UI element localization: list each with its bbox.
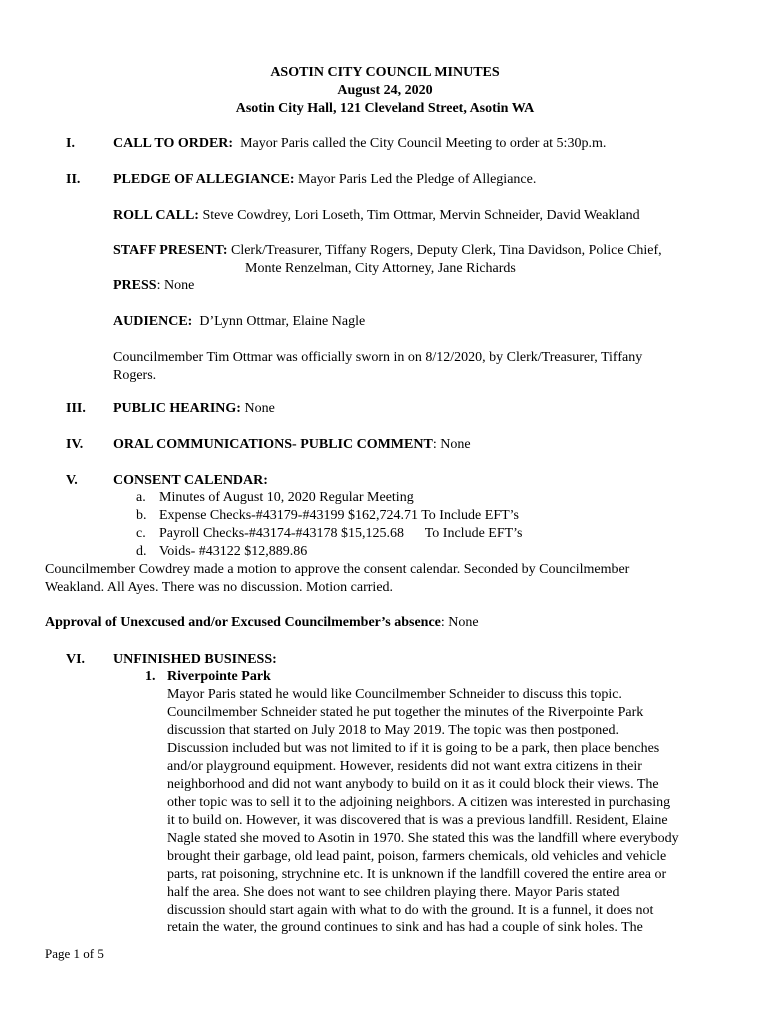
body-line: other topic was to sell it to the adjoining neighbors. A citizen was interested in purchasing [167,795,671,810]
absence-label: Approval of Unexcused and/or Excused Councilmember’s absence [45,615,441,630]
public-hearing-text: None [244,401,275,416]
body-line: neighborhood and did not want anybody to build on it as it could block their views. The [167,777,659,792]
document-title: ASOTIN CITY COUNCIL MINUTES [270,65,500,80]
oral-communications-line [113,436,471,454]
body-line: Councilmember Schneider stated he put together the minutes of the Riverpointe Park [167,705,644,720]
absence-line [45,614,479,632]
pledge-label: PLEDGE OF ALLEGIANCE: [113,172,295,187]
consent-motion-line-1: Councilmember Cowdrey made a motion to approve the consent calendar. Seconded by Councilmember [45,562,630,577]
body-line: discussion that started on July 2018 to May 2019. The topic was then postponed. [167,723,619,738]
staff-present-line [113,242,662,260]
section-number: V. [66,473,78,488]
sworn-in-line-2: Rogers. [113,368,157,383]
oral-communications-text: : None [432,437,471,452]
call-to-order-label: CALL TO ORDER: [113,136,234,151]
body-line: parts, rat poisoning, strychnine etc. It is unknown if the landfill covered the entire area or [167,867,667,882]
section-number: III. [66,401,86,416]
section-number: II. [66,172,81,187]
consent-item-letter: a. [136,490,146,505]
body-line: brought their garbage, old lead paint, poison, farmers chemicals, old vehicles and vehicle [167,849,667,864]
press-text: : None [156,278,195,293]
body-line: Discussion included but was not limited to if it is going to be a park, then place benches [167,741,660,756]
absence-text: : None [440,615,479,630]
consent-item-letter: d. [136,544,147,559]
section-number: IV. [66,437,84,452]
consent-item-letter: b. [136,508,147,523]
pledge-text: Mayor Paris Led the Pledge of Allegiance. [298,172,537,187]
page-number: Page 1 of 5 [45,946,104,961]
consent-item-text: Voids- #43122 $12,889.86 [159,544,308,559]
consent-calendar-heading: CONSENT CALENDAR: [113,473,268,488]
audience-label: AUDIENCE: [113,314,193,329]
body-line: discussion should start again with what to do with the ground. It is a funnel, it does not [167,903,654,918]
staff-present-label: STAFF PRESENT: [113,243,228,258]
consent-item-text: Expense Checks-#43179-#43199 $162,724.71 To Include EFT’s [159,508,519,523]
call-to-order-line [113,135,606,153]
meeting-location: Asotin City Hall, 121 Cleveland Street, Asotin WA [235,101,535,116]
oral-communications-label: ORAL COMMUNICATIONS- PUBLIC COMMENT [113,437,433,452]
staff-present-text: Clerk/Treasurer, Tiffany Rogers, Deputy Clerk, Tina Davidson, Police Chief, [230,243,662,258]
audience-text: D’Lynn Ottmar, Elaine Nagle [199,314,366,329]
sworn-in-line-1: Councilmember Tim Ottmar was officially sworn in on 8/12/2020, by Clerk/Treasurer, Tiffany [113,350,643,365]
press-label: PRESS [113,278,157,293]
unfinished-business-label: UNFINISHED BUSINESS: [113,652,277,667]
public-hearing-line [113,400,275,418]
roll-call-text: Steve Cowdrey, Lori Loseth, Tim Ottmar, Mervin Schneider, David Weakland [202,208,640,223]
audience-line [113,313,365,331]
roll-call-line [113,207,640,225]
body-line: Mayor Paris stated he would like Councilmember Schneider to discuss this topic. [167,687,622,702]
section-number: I. [66,136,75,151]
item-title: Riverpointe Park [167,669,271,684]
body-line: half the area. She does not want to see children playing there. Mayor Paris stated [167,885,620,900]
body-line: retain the water, the ground continues to sink and has had a couple of sink holes. The [167,920,643,935]
body-line: Nagle stated she moved to Asotin in 1970. She stated this was the landfill where everybody [167,831,679,846]
public-hearing-label: PUBLIC HEARING: [113,401,241,416]
consent-item-letter: c. [136,526,146,541]
body-line: and/or playground equipment. However, residents did not want extra citizens in their [167,759,642,774]
unfinished-business-heading [113,651,277,669]
consent-item-text: Minutes of August 10, 2020 Regular Meeting [159,490,414,505]
pledge-line [113,171,536,189]
consent-motion-line-2: Weakland. All Ayes. There was no discussion. Motion carried. [45,580,394,595]
consent-calendar-label [113,472,268,490]
item-number: 1. [145,669,156,684]
meeting-date: August 24, 2020 [337,83,433,98]
section-number: VI. [66,652,86,667]
roll-call-label: ROLL CALL: [113,208,199,223]
staff-present-continued: Monte Renzelman, City Attorney, Jane Richards [245,261,516,276]
body-line: it to build on. However, it was discovered that is was a previous landfill. Resident, Elaine [167,813,668,828]
consent-item-text: Payroll Checks-#43174-#43178 $15,125.68 To Include EFT’s [159,526,523,541]
call-to-order-text: Mayor Paris called the City Council Meeting to order at 5:30p.m. [240,136,607,151]
press-line [113,277,194,295]
